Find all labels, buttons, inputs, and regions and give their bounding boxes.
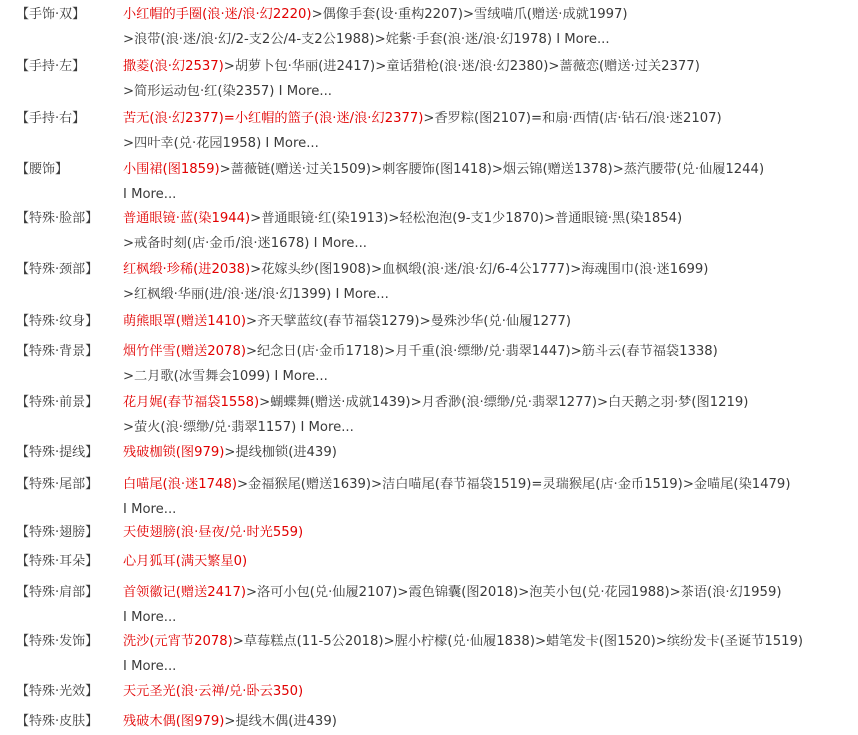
item-chain xyxy=(123,158,851,207)
category-label: 【特殊·皮肤】 xyxy=(16,714,99,729)
category-label: 【特殊·尾部】 xyxy=(16,477,99,492)
item-chain xyxy=(123,207,851,256)
item-chain xyxy=(123,310,851,335)
item-chain xyxy=(123,441,851,466)
item-chain xyxy=(123,258,851,307)
item-chain xyxy=(123,473,851,522)
top-item-highlight[interactable]: 心月狐耳(满天繁星0) xyxy=(123,554,248,569)
category-label: 【特殊·纹身】 xyxy=(16,314,99,329)
top-item-highlight[interactable]: 天元圣光(浪·云禅/兑·卧云350) xyxy=(123,684,304,699)
item-chain xyxy=(123,581,851,630)
alternative-items: >金福猴尾(赠送1639)>洁白喵尾(春节福袋1519)=灵瑞猴尾(店·金币1519)>金喵尾(染1479) xyxy=(236,477,791,492)
top-item-highlight[interactable]: 烟竹伴雪(赠送2078) xyxy=(123,344,246,359)
top-item-highlight[interactable]: 撒菱(浪·幻2537) xyxy=(123,59,224,74)
alternative-items-continued: >红枫缎·华丽(进/浪·迷/浪·幻1399) xyxy=(123,286,332,302)
alternative-items: >提线枷锁(进439) xyxy=(224,445,337,460)
item-chain xyxy=(123,521,851,546)
more-link[interactable]: I More... xyxy=(265,135,319,151)
top-item-highlight[interactable]: 洗沙(元宵节2078) xyxy=(123,634,233,649)
category-label: 【特殊·脸部】 xyxy=(16,211,99,226)
alternative-items: >普通眼镜·红(染1913)>轻松泡泡(9-支1少1870)>普通眼镜·黑(染1854) xyxy=(250,211,683,226)
top-item-highlight[interactable]: 残破枷锁(图979) xyxy=(123,445,225,460)
alternative-items: >草莓糕点(11-5公2018)>腥小柠檬(兑·仙履1838)>蜡笔发卡(图1520)>缤纷发卡(圣诞节1519) xyxy=(232,634,804,649)
category-label: 【特殊·肩部】 xyxy=(16,585,99,600)
category-label: 【特殊·发饰】 xyxy=(16,634,99,649)
alternative-items: >蝴蝶舞(赠送·成就1439)>月香渺(浪·缥缈/兑·翡翠1277)>白天鹅之羽·梦(图1219) xyxy=(259,395,749,410)
category-label: 【特殊·翅膀】 xyxy=(16,525,99,540)
item-chain xyxy=(123,340,851,389)
category-label: 【特殊·耳朵】 xyxy=(16,554,99,569)
more-link[interactable]: I More... xyxy=(123,501,177,517)
category-label: 【特殊·光效】 xyxy=(16,684,99,699)
alternative-items-continued: >浪带(浪·迷/浪·幻/2-支2公/4-支2公1988)>姹紫·手套(浪·迷/浪·幻1978) xyxy=(123,31,552,47)
alternative-items-continued: >四叶幸(兑·花园1958) xyxy=(123,135,262,151)
item-chain xyxy=(123,630,851,679)
alternative-items-continued: >萤火(浪·缥缈/兑·翡翠1157) xyxy=(123,419,297,435)
more-link[interactable]: I More... xyxy=(300,419,354,435)
category-label: 【手饰·双】 xyxy=(16,7,86,22)
category-label: 【手持·右】 xyxy=(16,111,86,126)
alternative-items-continued: >戒备时刻(店·金币/浪·迷1678) xyxy=(123,235,310,251)
top-item-highlight[interactable]: 红枫缎·珍稀(进2038) xyxy=(123,262,251,277)
category-label: 【腰饰】 xyxy=(16,162,69,177)
more-link[interactable]: I More... xyxy=(123,658,177,674)
top-item-highlight[interactable]: 天使翅膀(浪·昼夜/兑·时光559) xyxy=(123,525,304,540)
top-item-highlight[interactable]: 普通眼镜·蓝(染1944) xyxy=(123,211,251,226)
top-item-highlight[interactable]: 白喵尾(浪·迷1748) xyxy=(123,477,237,492)
alternative-items-continued: >简形运动包·红(染2357) xyxy=(123,83,275,99)
more-link[interactable]: I More... xyxy=(335,286,389,302)
more-link[interactable]: I More... xyxy=(123,186,177,202)
top-item-highlight[interactable]: 萌熊眼罩(赠送1410) xyxy=(123,314,246,329)
category-label: 【特殊·前景】 xyxy=(16,395,99,410)
top-item-highlight[interactable]: 小围裙(图1859) xyxy=(123,162,220,177)
more-link[interactable]: I More... xyxy=(313,235,367,251)
more-link[interactable]: I More... xyxy=(556,31,610,47)
more-link[interactable]: I More... xyxy=(123,609,177,625)
alternative-items: >纪念日(店·金币1718)>月千重(浪·缥缈/兑·翡翠1447)>筋斗云(春节福袋1338) xyxy=(245,344,718,359)
item-chain xyxy=(123,55,851,104)
item-chain xyxy=(123,710,851,735)
alternative-items: >胡萝卜包·华丽(进2417)>童话猎枪(浪·迷/浪·幻2380)>蔷薇恋(赠送·过关2377) xyxy=(223,59,700,74)
top-item-highlight[interactable]: 花月娓(春节福袋1558) xyxy=(123,395,260,410)
category-label: 【特殊·提线】 xyxy=(16,445,99,460)
top-item-highlight[interactable]: 首领徽记(赠送2417) xyxy=(123,585,246,600)
top-item-highlight[interactable]: 残破木偶(图979) xyxy=(123,714,225,729)
alternative-items: >香罗粽(图2107)=和扇·西情(店·钻石/浪·迷2107) xyxy=(423,111,722,126)
category-label: 【特殊·背景】 xyxy=(16,344,99,359)
alternative-items: >花嫁头纱(图1908)>血枫缎(浪·迷/浪·幻/6-4公1777)>海魂围巾(浪·迷1699) xyxy=(250,262,709,277)
alternative-items: >偶像手套(设·重构2207)>雪绒喵爪(赠送·成就1997) xyxy=(311,7,628,22)
alternative-items-continued: >二月歌(冰雪舞会1099) xyxy=(123,368,271,384)
more-link[interactable]: I More... xyxy=(274,368,328,384)
alternative-items: >齐天擘蓝纹(春节福袋1279)>曼殊沙华(兑·仙履1277) xyxy=(245,314,571,329)
top-item-highlight[interactable]: 小红帽的手圈(浪·迷/浪·幻2220) xyxy=(123,7,312,22)
item-chain xyxy=(123,550,851,575)
item-chain xyxy=(123,680,851,705)
more-link[interactable]: I More... xyxy=(278,83,332,99)
item-chain xyxy=(123,3,851,52)
alternative-items: >提线木偶(进439) xyxy=(224,714,337,729)
item-chain xyxy=(123,107,851,156)
alternative-items: >蔷薇链(赠送·过关1509)>刺客腰饰(图1418)>烟云锦(赠送1378)>蒸汽腰带(兑·仙履1244) xyxy=(219,162,765,177)
category-label: 【特殊·颈部】 xyxy=(16,262,99,277)
item-chain xyxy=(123,391,851,440)
category-label: 【手持·左】 xyxy=(16,59,86,74)
top-item-highlight[interactable]: 苦无(浪·幻2377)=小红帽的篮子(浪·迷/浪·幻2377) xyxy=(123,111,424,126)
alternative-items: >洛可小包(兑·仙履2107)>霞色锦囊(图2018)>泡芙小包(兑·花园1988)>茶语(浪·幻1959) xyxy=(245,585,782,600)
